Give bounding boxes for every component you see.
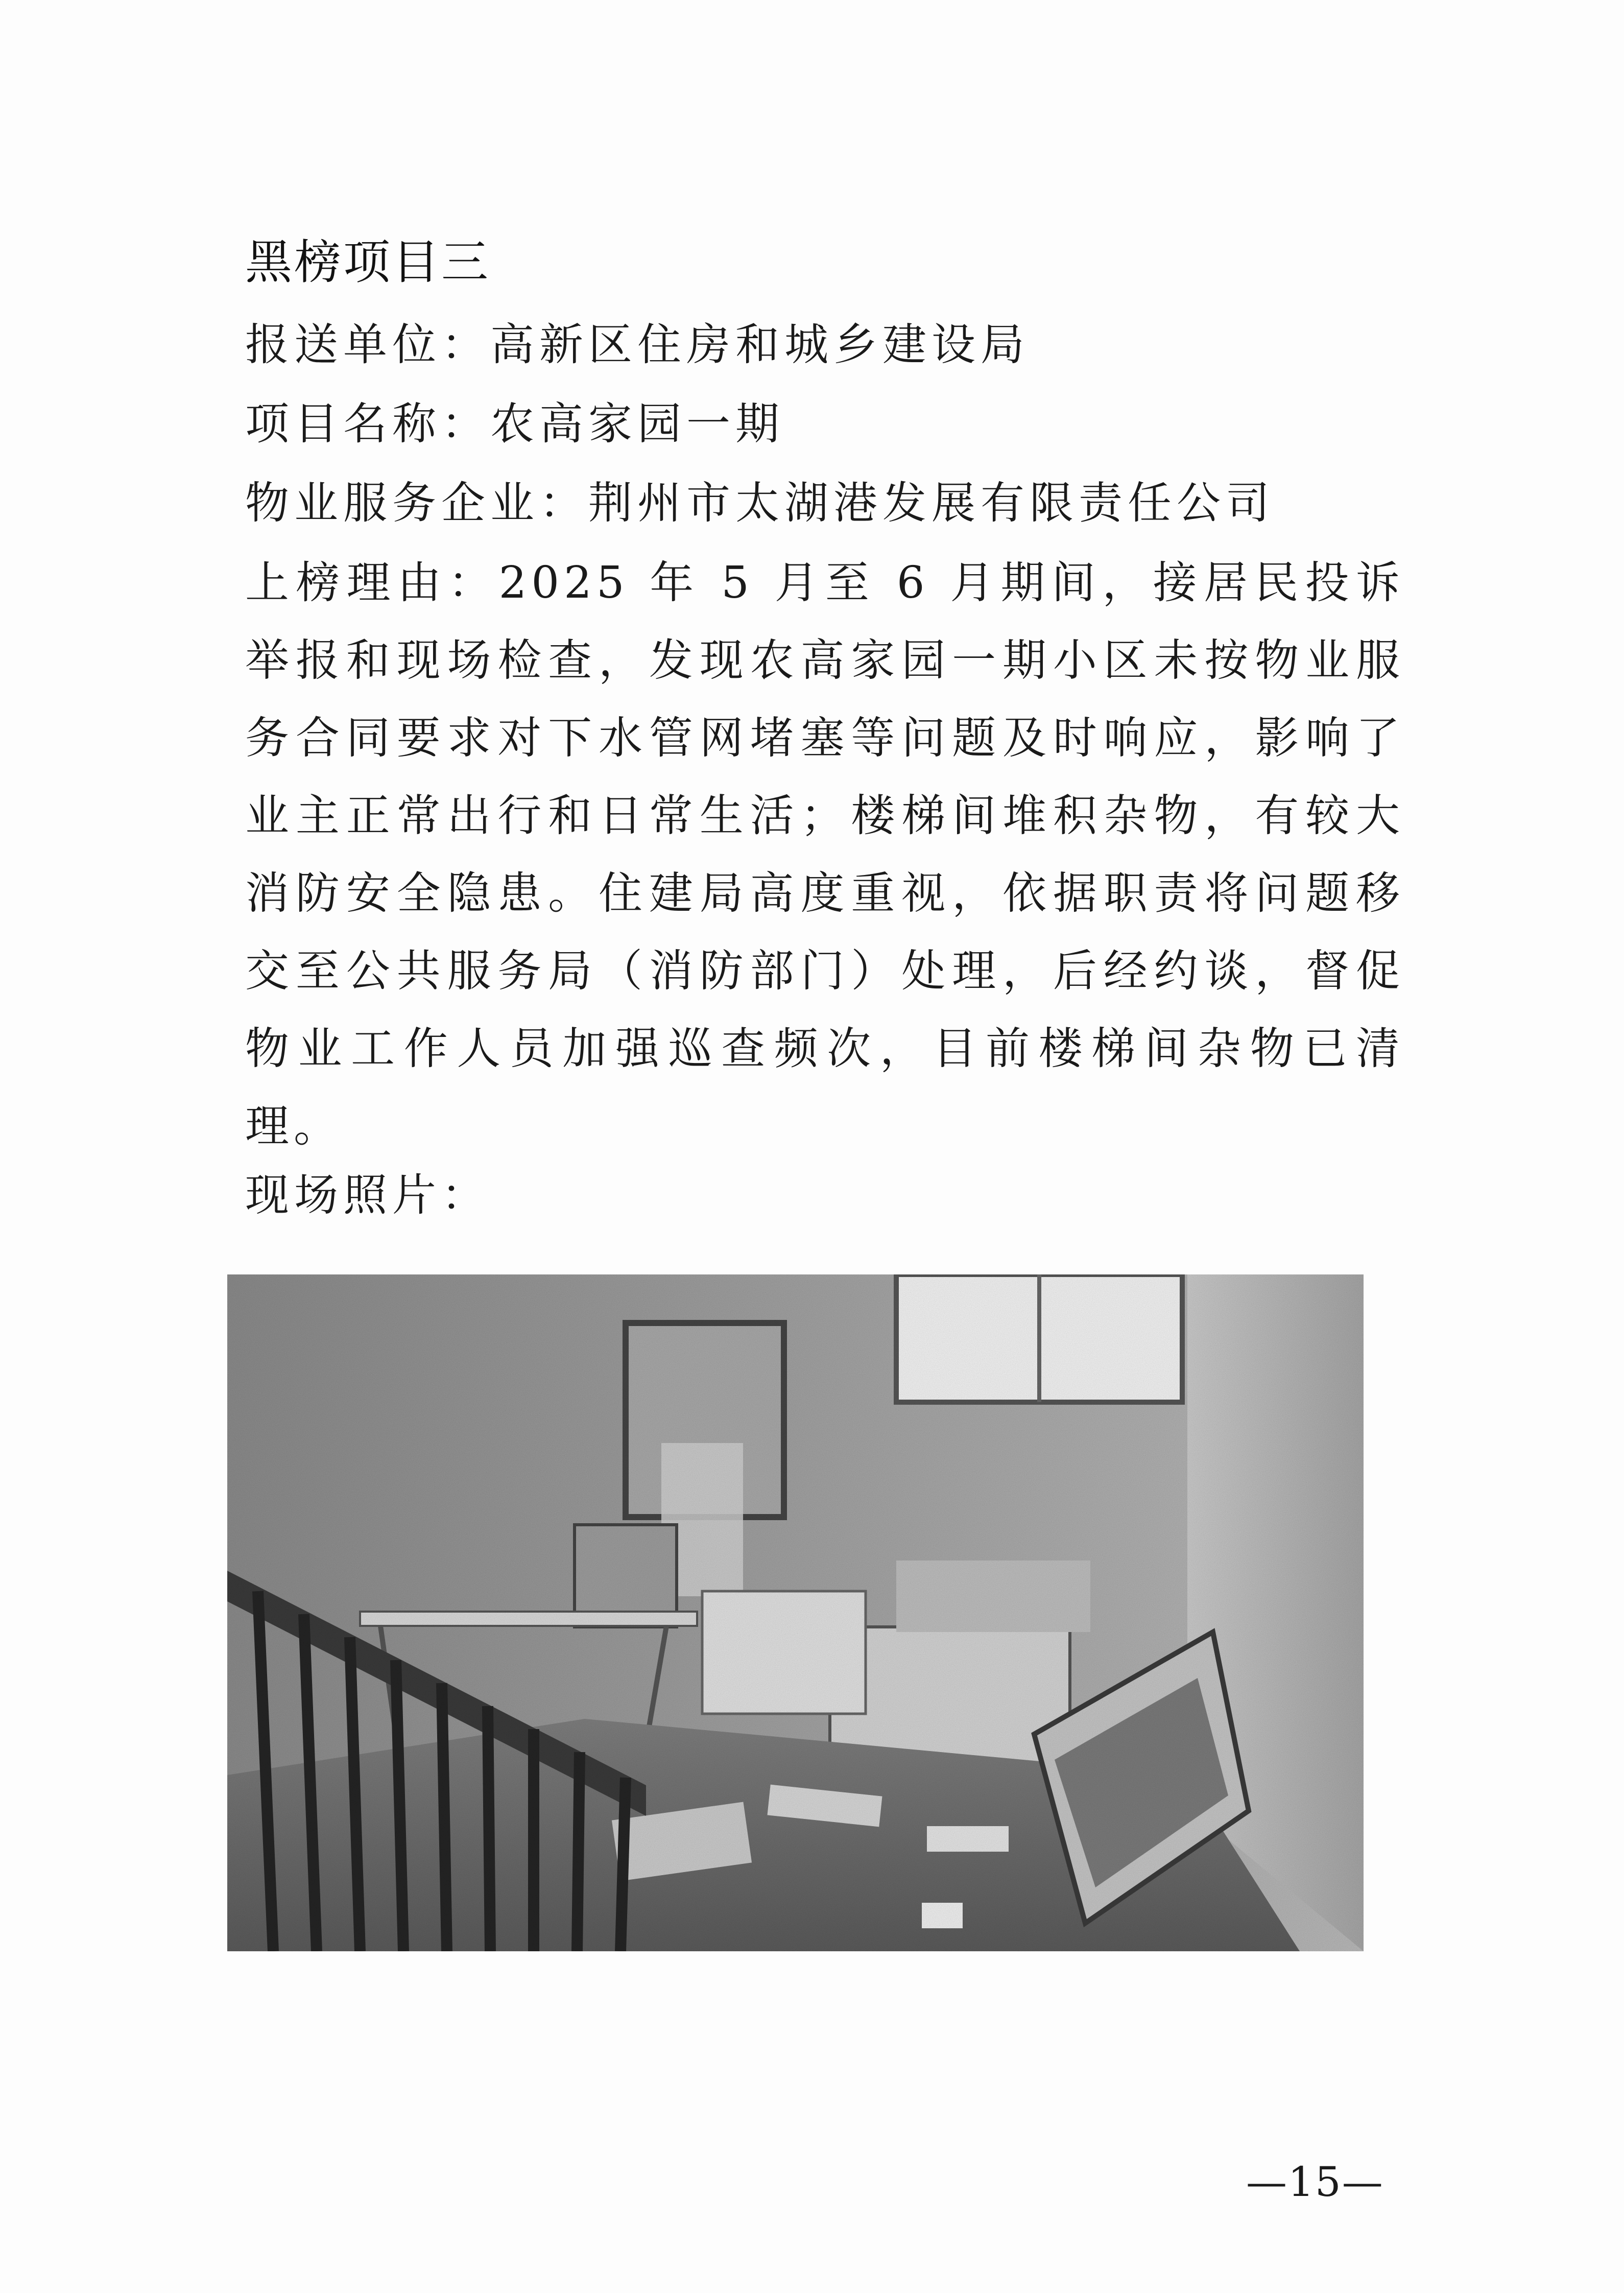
project-name-value: 农高家园一期 xyxy=(490,398,784,450)
site-photo-caption: 现场照片： xyxy=(245,1170,490,1221)
property-company-line xyxy=(245,467,1275,531)
project-name-label: 项目名称： xyxy=(245,398,490,450)
listing-reason-label: 上榜理由： xyxy=(245,557,499,608)
page-number: —15— xyxy=(1246,2158,1384,2206)
photo-scene xyxy=(227,1274,1364,1951)
submitting-unit-line xyxy=(245,309,1030,372)
property-company-label: 物业服务企业： xyxy=(245,478,588,529)
submitting-unit-label: 报送单位： xyxy=(245,319,490,370)
blacklist-item-heading: 黑榜项目三 xyxy=(245,235,491,290)
listing-reason-paragraph xyxy=(245,544,1404,1165)
project-name-line xyxy=(245,388,784,452)
site-photo xyxy=(227,1274,1364,1951)
listing-reason-text: 2025 年 5 月至 6 月期间，接居民投诉举报和现场检查，发现农高家园一期小区未按物业服务合同要求对下水管网堵塞等问题及时响应，影响了业主正常出行和日常生活；楼梯间堆积杂物，有较大消防安全隐患。住建局高度重视，依据职责将问题移交至公共服务局（消防部门）处理，后经约谈，督促物业工作人员加强巡查频次，目前楼梯间杂物已清理。 xyxy=(245,557,1404,1152)
submitting-unit-value: 高新区住房和城乡建设局 xyxy=(490,319,1030,370)
property-company-value: 荆州市太湖港发展有限责任公司 xyxy=(588,478,1275,529)
